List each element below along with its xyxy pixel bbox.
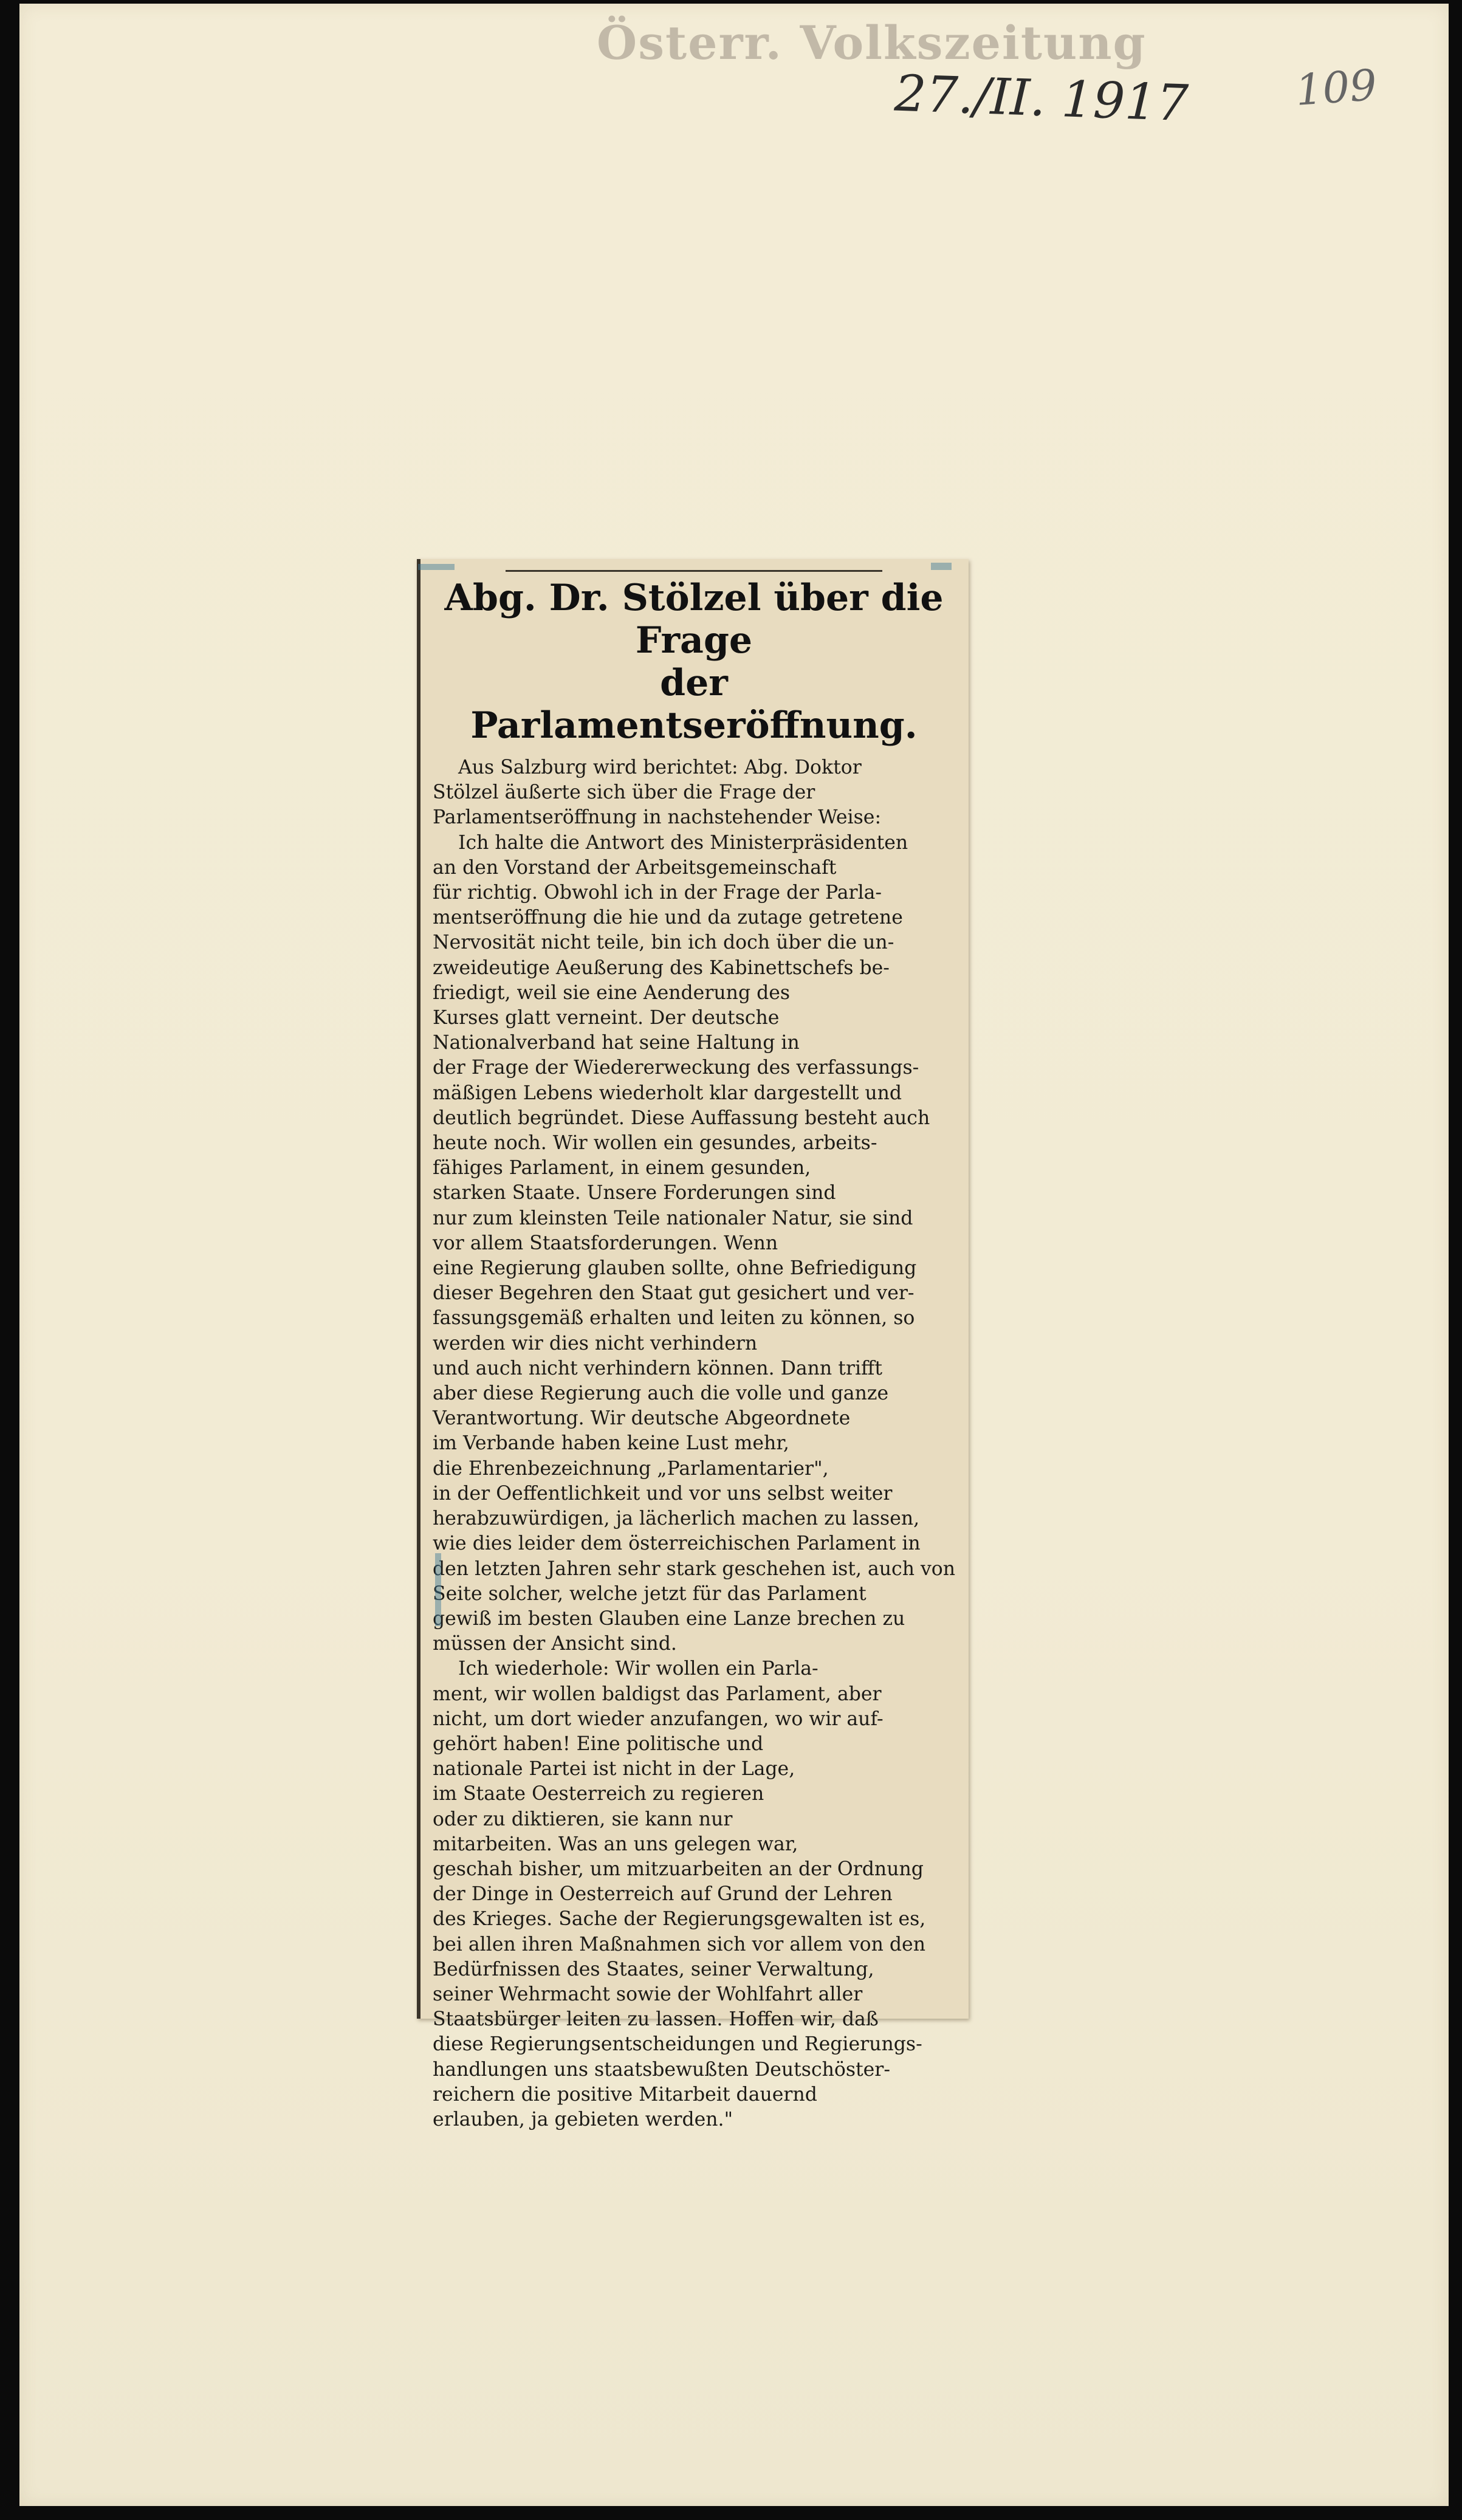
newspaper-clipping — [417, 559, 969, 2130]
article-line: Verantwortung. Wir deutsche Abgeordnete — [433, 1407, 851, 1430]
article-line: die Ehrenbezeichnung „Parlamentarier", — [433, 1457, 829, 1480]
article-line: aber diese Regierung auch die volle und ganze — [433, 1382, 889, 1405]
article-line: in der Oeffentlichkeit und vor uns selbst weiter — [433, 1482, 893, 1505]
blue-pencil-mark — [931, 563, 952, 570]
article-line: handlungen uns staatsbewußten Deutschöster- — [433, 2058, 891, 2081]
article-line: müssen der Ansicht sind. — [433, 1633, 677, 1655]
article-line: Kurses glatt verneint. Der deutsche — [433, 1007, 780, 1029]
article-line: des Krieges. Sache der Regierungsgewalten ist es, — [433, 1908, 926, 1931]
page-number: 109 — [1294, 60, 1379, 115]
article-line: oder zu diktieren, sie kann nur — [433, 1808, 733, 1830]
article-line: im Verbande haben keine Lust mehr, — [433, 1432, 789, 1455]
article-line: mitarbeiten. Was an uns gelegen war, — [433, 1833, 798, 1855]
headline-line: der Parlamentseröffnung. — [470, 662, 918, 747]
article-line: fähiges Parlament, in einem gesunden, — [433, 1157, 811, 1179]
article-line: gewiß im besten Glauben eine Lanze brechen zu — [433, 1607, 905, 1630]
article-line: nationale Partei ist nicht in der Lage, — [433, 1758, 795, 1780]
blue-pencil-mark — [418, 564, 455, 570]
article-line: gehört haben! Eine politische und — [433, 1732, 764, 1755]
article-line: im Staate Oesterreich zu regieren — [433, 1783, 764, 1805]
article-line: für richtig. Obwohl ich in der Frage der Parla- — [433, 882, 882, 904]
article-line: der Dinge in Oesterreich auf Grund der Lehren — [433, 1883, 893, 1906]
article-line: vor allem Staatsforderungen. Wenn — [433, 1232, 778, 1254]
article-paragraph-1 — [433, 755, 955, 831]
article-line: nur zum kleinsten Teile nationaler Natur, sie sind — [433, 1207, 913, 1229]
archive-sheet — [19, 4, 1449, 2506]
article-line: nicht, um dort wieder anzufangen, wo wir auf- — [433, 1708, 884, 1730]
article-line: herabzuwürdigen, ja lächerlich machen zu lassen, — [433, 1508, 920, 1530]
article-line: ment, wir wollen baldigst das Parlament, aber — [433, 1683, 882, 1705]
blue-pencil-mark — [435, 1553, 441, 1626]
article-line: Ich halte die Antwort des Ministerpräsidenten — [458, 831, 908, 854]
article-line: bei allen ihren Maßnahmen sich vor allem von den — [433, 1933, 925, 1955]
article-line: Nervosität nicht teile, bin ich doch über die un- — [433, 932, 894, 954]
article-line: deutlich begründet. Diese Auffassung besteht auch — [433, 1107, 930, 1129]
article-line: an den Vorstand der Arbeitsgemeinschaft — [433, 856, 837, 879]
article-line: heute noch. Wir wollen ein gesundes, arbeits- — [433, 1132, 877, 1155]
article-line: geschah bisher, um mitzuarbeiten an der Ordnung — [433, 1858, 924, 1880]
article-line: und auch nicht verhindern können. Dann trifft — [433, 1357, 883, 1379]
article-line: Stölzel äußerte sich über die Frage der — [433, 781, 815, 804]
article-line: wie dies leider dem österreichischen Parlament in — [433, 1533, 921, 1555]
newspaper-stamp: Österr. Volkszeitung — [597, 16, 1147, 70]
article-line: den letzten Jahren sehr stark geschehen ist, auch von — [433, 1557, 956, 1580]
article-line: starken Staate. Unsere Forderungen sind — [433, 1182, 836, 1204]
article-line: Staatsbürger leiten zu lassen. Hoffen wir, daß — [433, 2008, 879, 2031]
article-line: mentseröffnung die hie und da zutage getretene — [433, 907, 903, 929]
article-line: reichern die positive Mitarbeit dauernd — [433, 2083, 817, 2106]
article-headline — [433, 577, 955, 747]
article-line: friedigt, weil sie eine Aenderung des — [433, 981, 791, 1004]
article-line: fassungsgemäß erhalten und leiten zu können, so — [433, 1307, 915, 1330]
article-line: seiner Wehrmacht sowie der Wohlfahrt aller — [433, 1983, 863, 2005]
article-line: Seite solcher, welche jetzt für das Parlament — [433, 1582, 867, 1605]
article-paragraph-3 — [433, 1657, 955, 2132]
handwritten-date: 27./II. 1917 — [893, 64, 1190, 133]
article-line: erlauben, ja gebieten werden." — [433, 2108, 733, 2130]
article-line: werden wir dies nicht verhindern — [433, 1332, 758, 1354]
article-line: Bedürfnissen des Staates, seiner Verwaltung, — [433, 1958, 874, 1980]
article-line: mäßigen Lebens wiederholt klar dargestellt und — [433, 1082, 902, 1104]
article-line: eine Regierung glauben sollte, ohne Befriedigung — [433, 1257, 917, 1280]
clipping-top-rule — [506, 570, 882, 572]
article-line: Nationalverband hat seine Haltung in — [433, 1032, 800, 1054]
article-line: Parlamentseröffnung in nachstehender Weise: — [433, 806, 882, 829]
article-line: Ich wiederhole: Wir wollen ein Parla- — [458, 1658, 819, 1680]
article-paragraph-2 — [433, 831, 955, 1657]
article-line: diese Regierungsentscheidungen und Regierungs- — [433, 2033, 922, 2056]
article-line: zweideutige Aeußerung des Kabinettschefs be- — [433, 956, 890, 979]
article-line: der Frage der Wiedererweckung des verfassungs- — [433, 1057, 919, 1079]
headline-line: Abg. Dr. Stölzel über die Frage — [444, 577, 944, 662]
article-line: Aus Salzburg wird berichtet: Abg. Doktor — [458, 757, 862, 778]
article-line: dieser Begehren den Staat gut gesichert und ver- — [433, 1282, 915, 1305]
